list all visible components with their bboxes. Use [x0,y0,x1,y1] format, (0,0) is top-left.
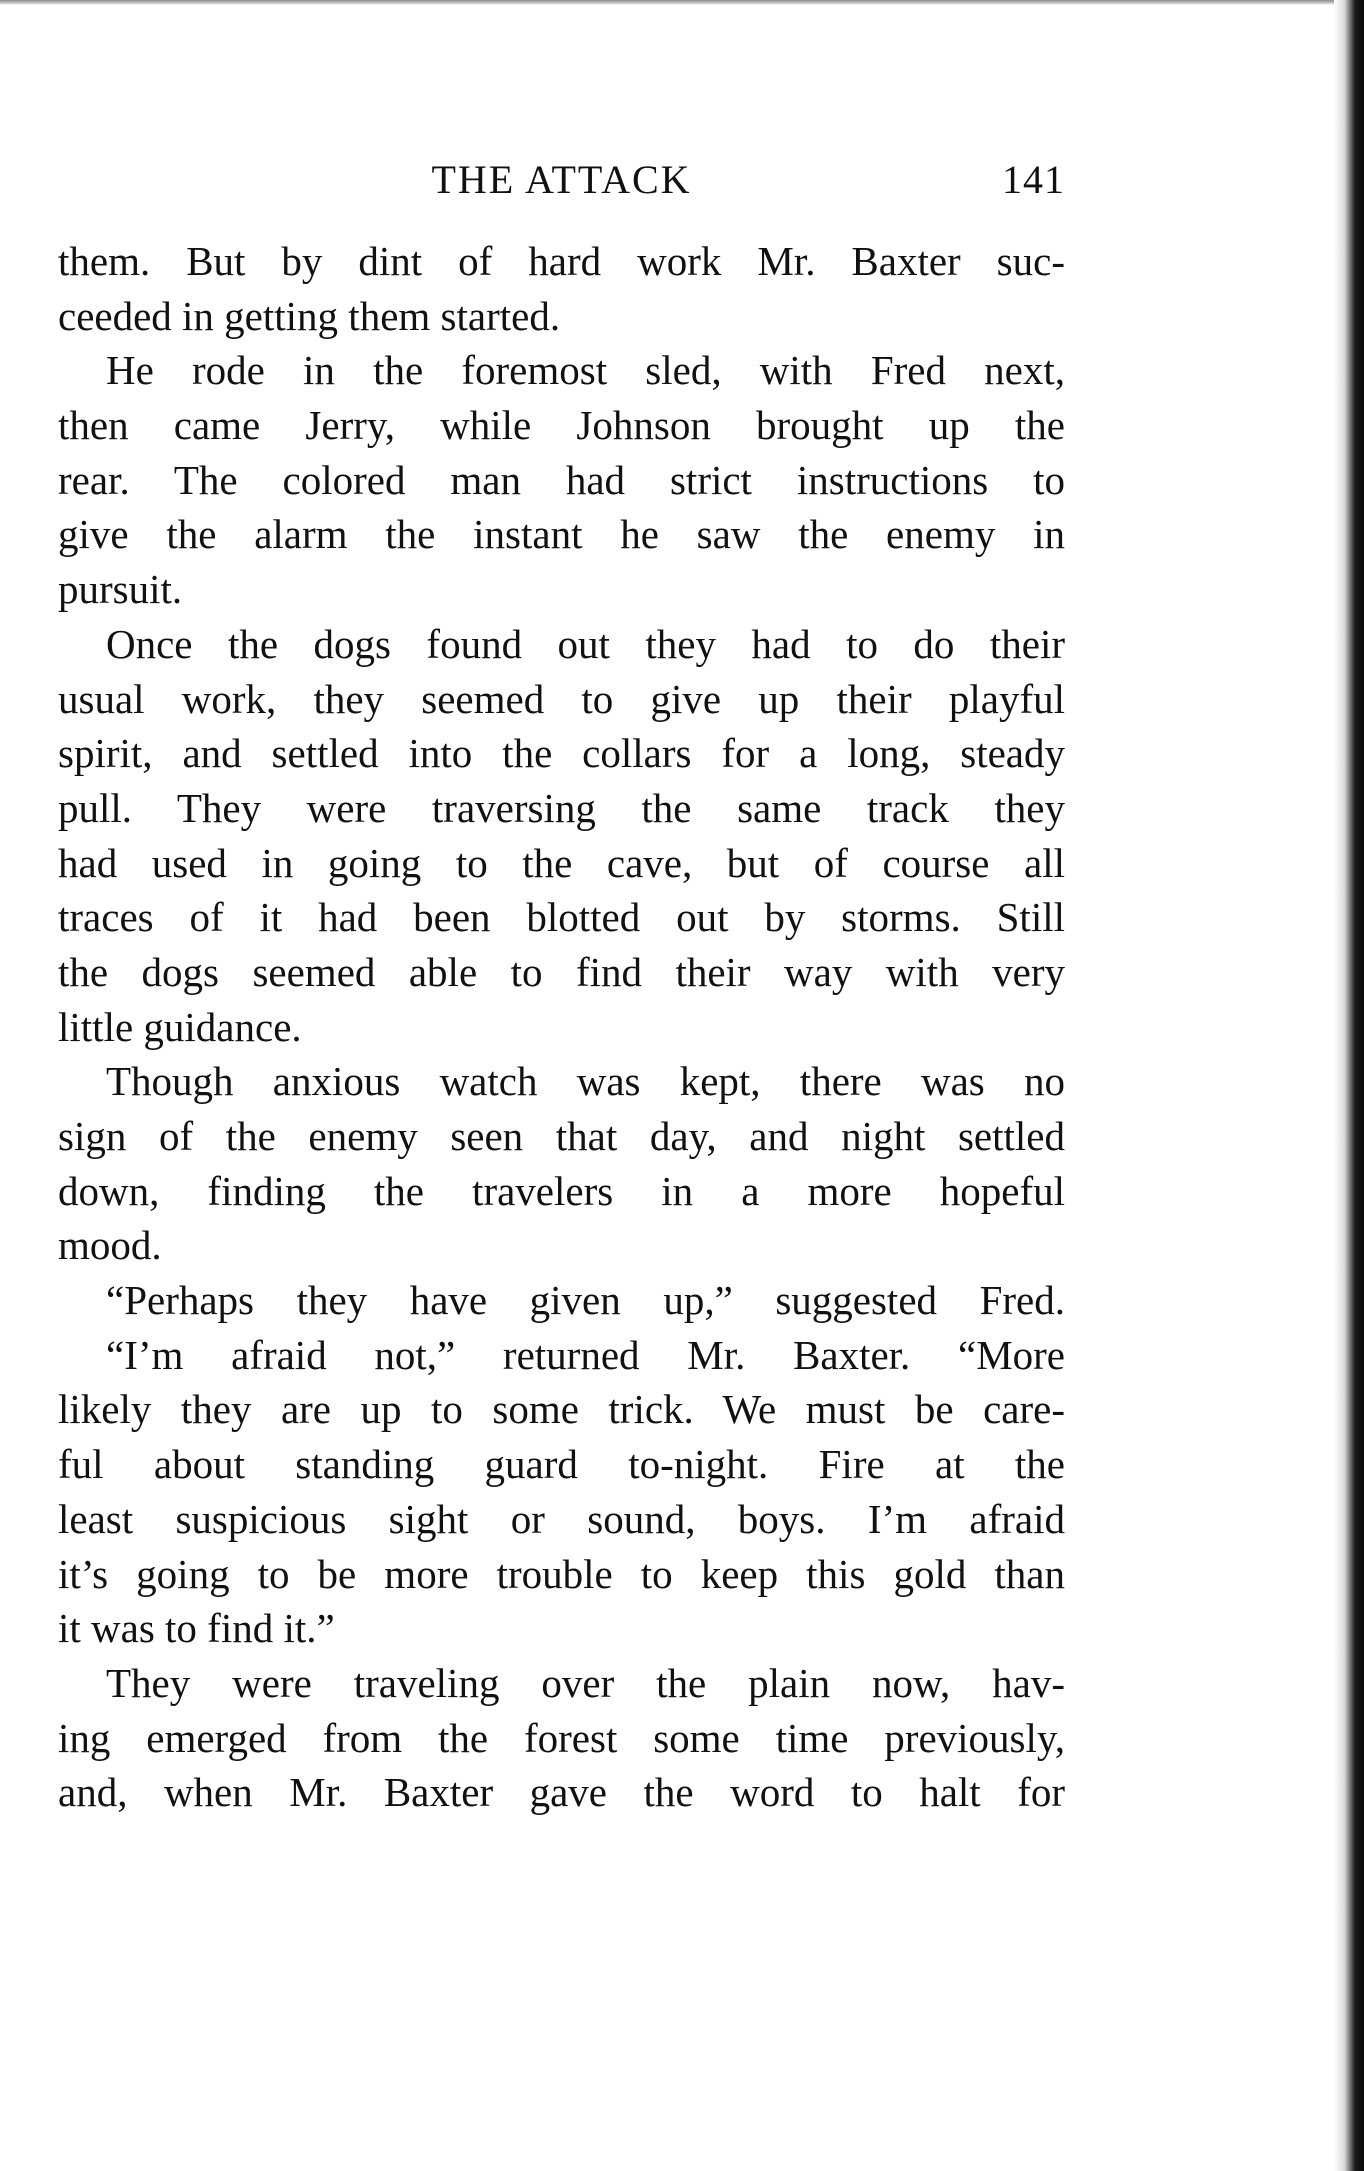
text-line: the dogs seemed able to find their way with very [58,948,1065,995]
text-line: Though anxious watch was kept, there was no [106,1058,1065,1105]
text-line: “I’m afraid not,” returned Mr. Baxter. “More [106,1331,1065,1378]
scan-right-edge [1334,0,1364,2171]
text-line: had used in going to the cave, but of course all [58,839,1065,886]
text-line: Once the dogs found out they had to do their [106,620,1065,667]
text-line: sign of the enemy seen that day, and night settled [58,1113,1065,1159]
running-head [58,152,1065,208]
text-line: “Perhaps they have given up,” suggested Fred. [106,1277,1065,1324]
chapter-title: THE ATTACK [431,157,692,202]
page-number: 141 [1002,157,1065,202]
text-line: pull. They were traversing the same track they [58,784,1065,831]
text-line: it was to find it.” [58,1605,335,1652]
text-line: ful about standing guard to-night. Fire at the [58,1441,1065,1488]
text-line: mood. [58,1222,162,1269]
text-line: them. But by dint of hard work Mr. Baxter suc- [58,238,1065,284]
text-line: usual work, they seemed to give up their playful [58,675,1065,722]
body-text [58,234,1065,1820]
text-line: and, when Mr. Baxter gave the word to halt for [58,1769,1065,1816]
text-line: spirit, and settled into the collars for a long, steady [58,730,1065,777]
text-line: then came Jerry, while Johnson brought up the [58,402,1065,449]
text-line: down, finding the travelers in a more hopeful [58,1167,1065,1214]
text-line: ceeded in getting them started. [58,292,561,339]
text-line: it’s going to be more trouble to keep this gold than [58,1550,1065,1597]
text-line: least suspicious sight or sound, boys. I’m afraid [58,1495,1065,1542]
text-line: ing emerged from the forest some time previously, [58,1714,1065,1761]
text-line: likely they are up to some trick. We must be care- [58,1386,1065,1433]
scan-top-edge [0,0,1364,5]
text-line: give the alarm the instant he saw the enemy in [58,511,1065,558]
text-line: pursuit. [58,566,183,613]
text-line: They were traveling over the plain now, hav- [106,1659,1065,1706]
text-line: traces of it had been blotted out by storms. Still [58,894,1065,941]
text-line: little guidance. [58,1003,302,1050]
text-line: rear. The colored man had strict instructions to [58,456,1065,503]
text-line: He rode in the foremost sled, with Fred next, [106,347,1065,394]
